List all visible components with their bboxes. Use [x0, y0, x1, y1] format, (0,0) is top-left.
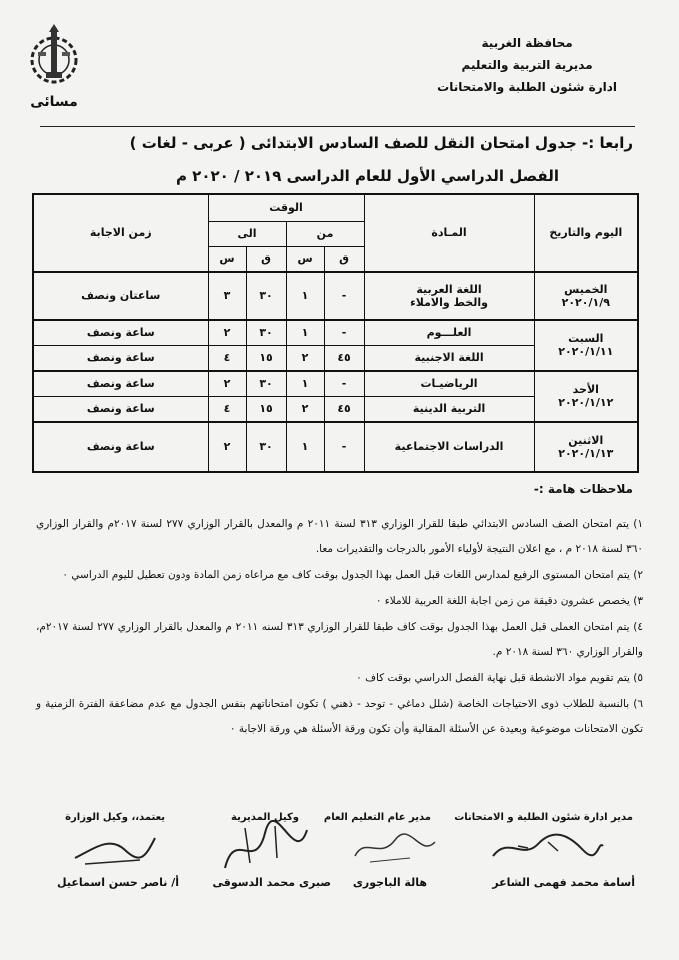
exam-date: ٢٠٢٠/١/١٣: [558, 446, 614, 460]
header-from-hour: س: [286, 246, 324, 272]
day-name: الخميس: [564, 282, 608, 296]
note-item: ١) يتم امتحان الصف السادس الابتدائي طبقا للقرار الوزاري ٣١٣ لسنة ٢٠١١ م والمعدل بالقرار الوزاري ٢٧٧ لسنة ٢٠١٧م والقرار الوزاري ٣٦٠ لسنة ٢٠١٨ م ، مع اعلان النتيجة لأولياء الأمور بالدرجات والتقديرات معا.: [36, 518, 643, 555]
to-min: ١٥: [246, 345, 286, 371]
subject-name: اللغة الاجنبية: [364, 345, 534, 371]
org-header: [437, 32, 617, 98]
logo-word: مسائى: [30, 94, 78, 110]
duration: ساعة ونصف: [33, 422, 208, 472]
to-min: ٣٠: [246, 272, 286, 320]
note-item: ٥) يتم تقويم مواد الانشطة قبل نهاية الفصل الدراسي بوقت كاف ٠: [356, 672, 643, 684]
note-item: ٤) يتم امتحان العملى قبل العمل بهذا الجدول بوقت كاف طبقا للقرار الوزاري ٣١٣ لسنه ٢٠١١ م والمعدل بالقرار الوزاري ٢٧٧ لسنة ٢٠١٧م، والقرار الوزاري ٣٦٠ لسنة ٢٠١٨ م.: [36, 621, 644, 658]
to-hour: ٢: [208, 371, 246, 397]
from-hour: ٢: [286, 345, 324, 371]
table-row: [33, 422, 638, 472]
directorate-name: مديرية التربية والتعليم: [461, 58, 593, 72]
day-name: الاثنين: [568, 433, 604, 447]
signature-mark: [488, 826, 608, 866]
from-hour: ١: [286, 272, 324, 320]
subject-name: التربية الدينية: [364, 396, 534, 422]
to-hour: ٢: [208, 422, 246, 472]
department-name: ادارة شئون الطلبة والامتحانات: [437, 80, 617, 94]
header-divider: [40, 126, 635, 127]
note-item: ٦) بالنسبة للطلاب ذوى الاحتياجات الخاصة (شلل دماغي - توحد - ذهني ) تكون امتحاناتهم بنفس الجدول مع عدم مضاعفة الفترة الزمنية و تكون الامتحانات موضوعية وبعيدة عن الأسئلة المقالية وأن تكون ورقة الأسئلة هي ورقة الاجابة ٠: [36, 698, 643, 735]
subject-name-line2: والخط والاملاء: [410, 295, 488, 309]
signatory-name: أ/ ناصر حسن اسماعيل: [57, 876, 179, 889]
duration: ساعة ونصف: [33, 396, 208, 422]
header-to: الى: [208, 221, 286, 246]
from-hour: ١: [286, 422, 324, 472]
note-item: ٢) يتم امتحان المستوى الرفيع لمدارس اللغات قبل العمل بهذا الجدول بوقت كاف مع مراعاه زمن المادة ودون تعطيل لليوم الدراسي ٠: [62, 569, 643, 581]
header-time: الوقت: [208, 194, 364, 221]
signature-mark: [215, 818, 315, 876]
header-duration: زمن الاجابة: [33, 194, 208, 272]
signature-title: وكيل المديرية: [231, 812, 299, 823]
signature-title: مدير عام التعليم العام: [323, 812, 431, 823]
subject-name: اللغة العربية: [416, 282, 482, 296]
exam-date: ٢٠٢٠/١/٩: [561, 295, 610, 309]
header-from-min: ق: [324, 246, 364, 272]
day-date-cell: [534, 371, 638, 422]
to-hour: ٢: [208, 320, 246, 346]
header-to-hour: س: [208, 246, 246, 272]
to-hour: ٣: [208, 272, 246, 320]
header-from: من: [286, 221, 364, 246]
gear-tower-logo-icon: [22, 22, 86, 92]
to-min: ٣٠: [246, 371, 286, 397]
note-item: ٣) يخصص عشرون دقيقة من زمن اجابة اللغة العربية للاملاء ٠: [375, 595, 643, 607]
from-hour: ١: [286, 371, 324, 397]
signatory-name: صبرى محمد الدسوقى: [212, 876, 331, 889]
day-date-cell: [534, 320, 638, 371]
table-row: [33, 320, 638, 346]
from-min: -: [324, 320, 364, 346]
header-day-date: اليوم والتاريخ: [534, 194, 638, 272]
schedule-title: رابعا :- جدول امتحان النقل للصف السادس الابتدائى ( عربى - لغات ): [129, 134, 633, 152]
to-min: ١٥: [246, 396, 286, 422]
duration: ساعتان ونصف: [33, 272, 208, 320]
to-hour: ٤: [208, 345, 246, 371]
header-subject: المـادة: [364, 194, 534, 272]
from-min: -: [324, 422, 364, 472]
day-date-cell: [534, 272, 638, 320]
signatory-name: أسامة محمد فهمى الشاعر: [492, 876, 635, 889]
from-min: ٤٥: [324, 396, 364, 422]
signature-mark: [350, 828, 440, 868]
signature-title: مدير ادارة شئون الطلبة و الامتحانات: [454, 812, 633, 823]
duration: ساعة ونصف: [33, 320, 208, 346]
from-hour: ١: [286, 320, 324, 346]
duration: ساعة ونصف: [33, 345, 208, 371]
signature-title: يعتمد،، وكيل الوزارة: [65, 812, 165, 823]
day-name: السبت: [568, 332, 604, 345]
day-name: الأحد: [572, 383, 599, 396]
from-min: -: [324, 371, 364, 397]
table-row: [33, 371, 638, 397]
header-to-min: ق: [246, 246, 286, 272]
signature-mark: [70, 828, 160, 868]
governorate-name: محافظة الغربية: [481, 36, 573, 50]
notes-list: [36, 512, 643, 743]
day-date-cell: [534, 422, 638, 472]
logo: [22, 22, 86, 112]
exam-schedule-table: [32, 193, 639, 473]
signatory-name: هالة الباجورى: [352, 876, 427, 889]
subject-cell: [364, 272, 534, 320]
from-hour: ٢: [286, 396, 324, 422]
table-row: [33, 272, 638, 320]
exam-date: ٢٠٢٠/١/١١: [558, 345, 614, 358]
semester-title: الفصل الدراسي الأول للعام الدراسى ٢٠١٩ / ٢٠٢٠ م: [175, 167, 559, 185]
from-min: ٤٥: [324, 345, 364, 371]
subject-name: الدراسات الاجتماعية: [364, 422, 534, 472]
subject-name: الرياضيـات: [364, 371, 534, 397]
duration: ساعة ونصف: [33, 371, 208, 397]
to-min: ٣٠: [246, 422, 286, 472]
to-hour: ٤: [208, 396, 246, 422]
exam-date: ٢٠٢٠/١/١٢: [558, 396, 614, 409]
subject-name: العلـــوم: [364, 320, 534, 346]
from-min: -: [324, 272, 364, 320]
to-min: ٣٠: [246, 320, 286, 346]
notes-title: ملاحظات هامة :-: [533, 482, 633, 496]
